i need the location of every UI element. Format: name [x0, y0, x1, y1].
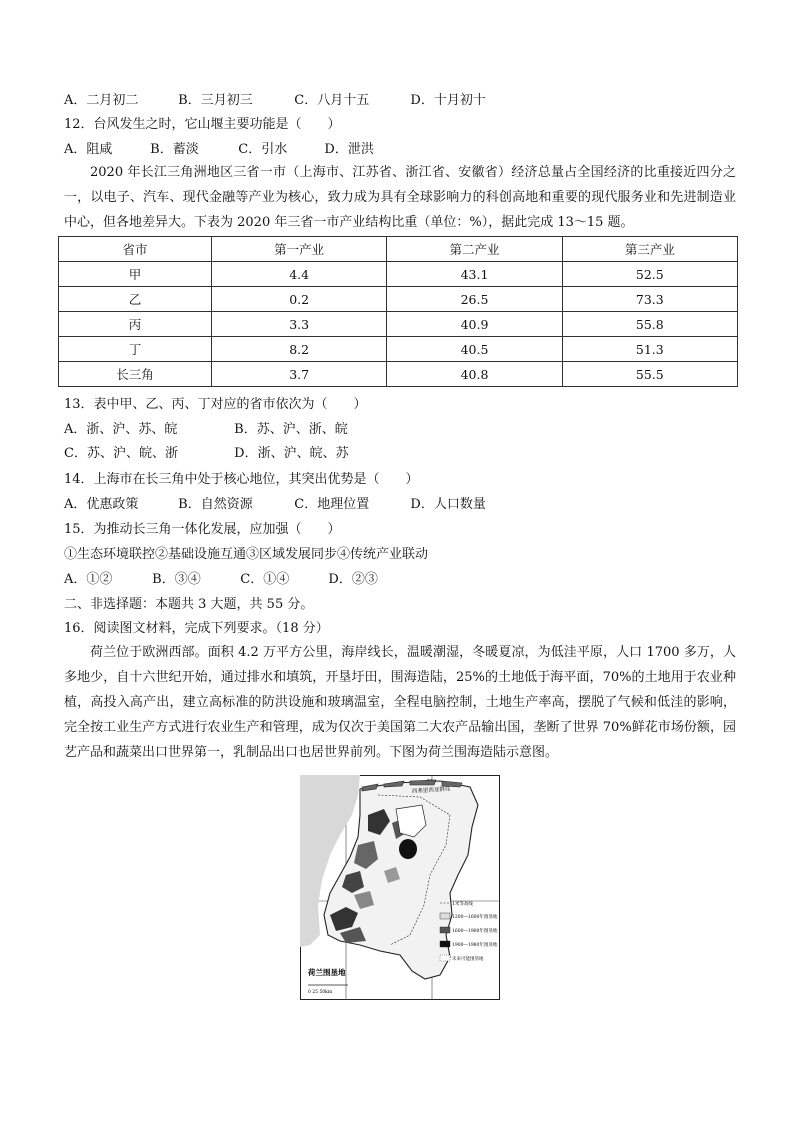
option: B．三月初三 — [178, 93, 253, 108]
q11-options — [64, 92, 486, 110]
table-cell: 55.8 — [562, 312, 737, 337]
q13-options-row1 — [64, 421, 348, 439]
table-cell: 26.5 — [387, 287, 562, 312]
table-cell: 4.4 — [212, 262, 387, 287]
table-row — [59, 287, 738, 312]
table-row — [59, 362, 738, 387]
q12-stem: 12．台风发生之时，它山堰主要功能是（ ） — [64, 117, 341, 132]
table-cell: 丁 — [59, 337, 212, 362]
table-cell: 52.5 — [562, 262, 737, 287]
netherlands-reclamation-map — [300, 775, 500, 1000]
table-row — [59, 337, 738, 362]
table-cell: 73.3 — [562, 287, 737, 312]
legend-item: 1200—1600年围垦地 — [452, 915, 498, 920]
option: C．①④ — [240, 572, 290, 587]
table-row — [59, 312, 738, 337]
option: D．②③ — [328, 572, 378, 587]
table-cell: 43.1 — [387, 262, 562, 287]
sea-label: 西弗里西亚群岛 — [411, 786, 451, 795]
q14-stem: 14．上海市在长三角中处于核心地位，其突出优势是（ ） — [64, 472, 419, 487]
table-cell: 55.5 — [562, 362, 737, 387]
legend-item: 1900—1980年围垦地 — [452, 943, 498, 948]
option: B．蓄淡 — [150, 142, 199, 157]
option: C．八月十五 — [294, 93, 370, 108]
option: D．泄洪 — [324, 142, 374, 157]
table-header: 省市 — [59, 237, 212, 262]
table-cell: 0.2 — [212, 287, 387, 312]
option: A．优惠政策 — [64, 497, 139, 512]
table-cell: 8.2 — [212, 337, 387, 362]
map-title: 荷兰围垦地 — [308, 968, 346, 977]
q16-stem: 16．阅读图文材料，完成下列要求。（18 分） — [64, 621, 329, 636]
option: A．①② — [64, 572, 113, 587]
option: D．浙、沪、皖、苏 — [234, 446, 349, 461]
q16-paragraph: 荷兰位于欧洲西部。面积 4.2 万平方公里，海岸线长，温暖潮湿，冬暖夏凉，为低洼平原，人口 1700 多万，人多地少，自十六世纪开始，通过排水和填筑，开垦圩田，围海造陆，25%的土地低于海平面，70%的土地用于农业种植，高投入高产出，建立高标准的防洪设施和玻璃温室，全程电脑控制，土地生产率高，摆脱了气候和低洼的影响，完全按工业生产方式进行农业生产和管理，成为仅次于美国第二大农产品输出国，垄断了世界 70%鲜花市场份额，园艺产品和蔬菜出口世界第一，乳制品出口也居世界前列。下图为荷兰围海造陆示意图。 — [64, 645, 736, 760]
option: C．地理位置 — [294, 497, 370, 512]
table-header: 第一产业 — [212, 237, 387, 262]
table-header: 第二产业 — [387, 237, 562, 262]
option: A．阻咸 — [64, 142, 113, 157]
table-header: 第三产业 — [562, 237, 737, 262]
option: D．人口数量 — [410, 497, 486, 512]
table-row — [59, 262, 738, 287]
option: C．苏、沪、皖、浙 — [64, 446, 178, 461]
q13-stem: 13．表中甲、乙、丙、丁对应的省市依次为（ ） — [64, 397, 367, 412]
table-cell: 40.8 — [387, 362, 562, 387]
option: B．③④ — [152, 572, 201, 587]
table-cell: 3.3 — [212, 312, 387, 337]
table-cell: 长三角 — [59, 362, 212, 387]
legend-item: 未来可能围垦地 — [452, 957, 484, 962]
option: B．自然资源 — [178, 497, 253, 512]
table-cell: 乙 — [59, 287, 212, 312]
q15-items: ①生态环境联控②基础设施互通③区域发展同步④传统产业联动 — [64, 547, 429, 562]
section-heading: 二、非选择题：本题共 3 大题，共 55 分。 — [64, 597, 314, 612]
legend-item: 1米等高线 — [452, 902, 473, 907]
industry-table — [58, 236, 738, 387]
intro-paragraph: 2020 年长江三角洲地区三省一市（上海市、江苏省、浙江省、安徽省）经济总量占全国经济的比重接近四分之一，以电子、汽车、现代金融等产业为核心，致力成为具有全球影响力的科创高地和重要的现代服务业和先进制造业中心，但各地差异大。下表为 2020 年三省一市产业结构比重（单位：%），据此完成 13～15 题。 — [64, 165, 736, 230]
table-cell: 3.7 — [212, 362, 387, 387]
q13-options-row2 — [64, 445, 349, 463]
table-cell: 51.3 — [562, 337, 737, 362]
table-cell: 40.5 — [387, 337, 562, 362]
table-cell: 丙 — [59, 312, 212, 337]
option: C．引水 — [238, 142, 288, 157]
table-cell: 40.9 — [387, 312, 562, 337]
q12-options — [64, 141, 374, 159]
q15-options — [64, 571, 378, 589]
q14-options — [64, 496, 486, 514]
option: B．苏、沪、浙、皖 — [234, 422, 348, 437]
option: D．十月初十 — [410, 93, 486, 108]
legend-item: 1600—1900年围垦地 — [452, 929, 498, 934]
option: A．浙、沪、苏、皖 — [64, 422, 178, 437]
table-header-row — [59, 237, 738, 262]
option: A．二月初二 — [64, 93, 139, 108]
q15-stem: 15．为推动长三角一体化发展，应加强（ ） — [64, 522, 341, 537]
scale-bar: 0 25 50km — [308, 990, 333, 995]
table-cell: 甲 — [59, 262, 212, 287]
